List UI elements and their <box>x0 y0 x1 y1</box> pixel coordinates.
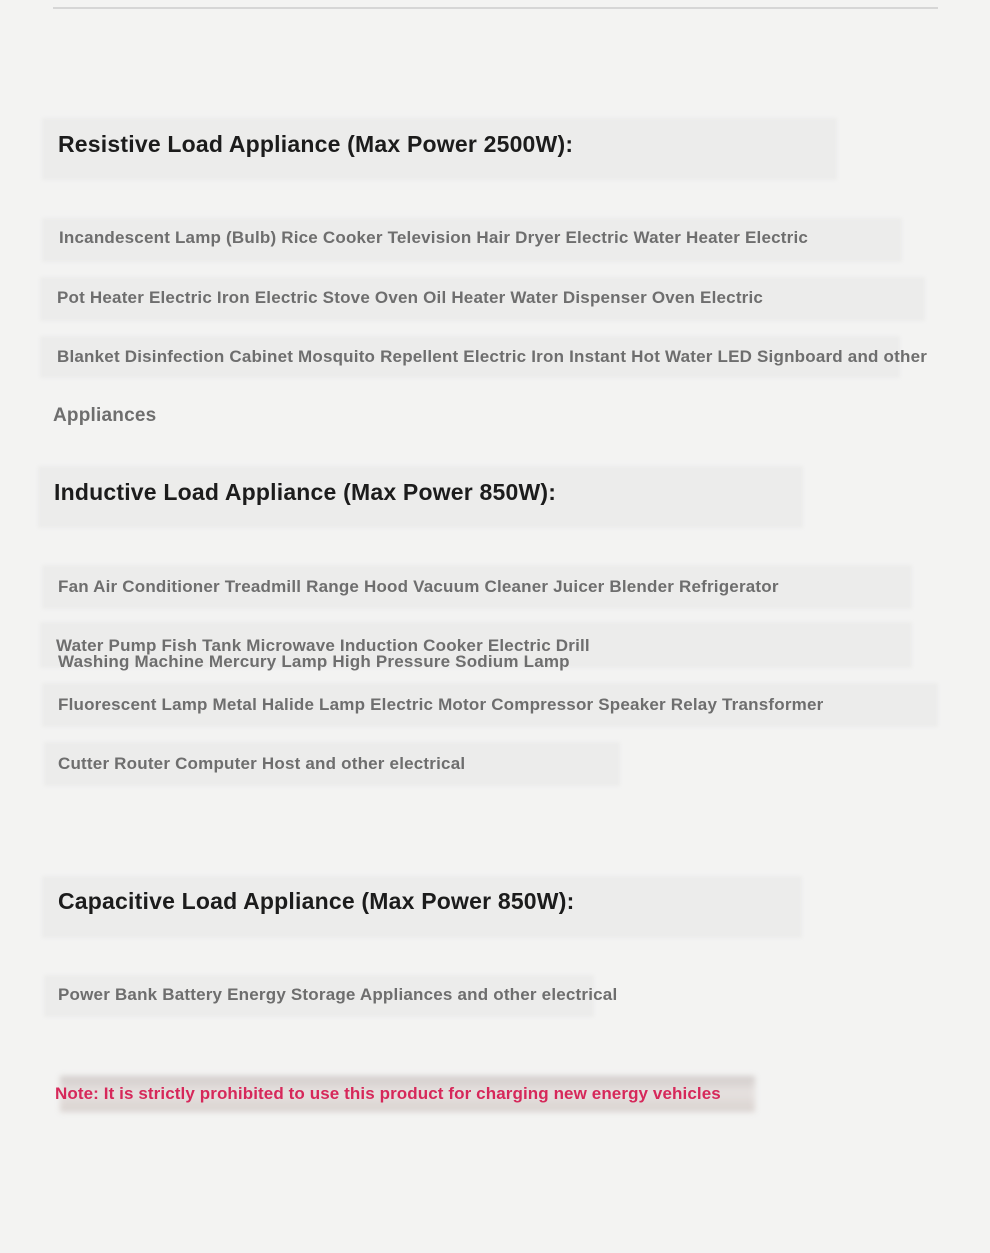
inductive-line: Washing Machine Mercury Lamp High Pressure Sodium Lamp <box>58 652 570 671</box>
top-divider <box>53 7 938 9</box>
resistive-line: Pot Heater Electric Iron Electric Stove Oven Oil Heater Water Dispenser Oven Electric <box>57 288 764 307</box>
resistive-heading: Resistive Load Appliance (Max Power 2500W): <box>58 131 574 157</box>
inductive-line: Fan Air Conditioner Treadmill Range Hood Vacuum Cleaner Juicer Blender Refrigerator <box>58 577 779 596</box>
capacitive-heading: Capacitive Load Appliance (Max Power 850W): <box>58 888 575 914</box>
capacitive-line: Power Bank Battery Energy Storage Appliances and other electrical <box>58 985 618 1004</box>
inductive-line: Cutter Router Computer Host and other electrical <box>58 754 466 773</box>
warning-note: Note: It is strictly prohibited to use this product for charging new energy vehicles <box>55 1084 721 1103</box>
resistive-line: Blanket Disinfection Cabinet Mosquito Repellent Electric Iron Instant Hot Water LED Signboard and other <box>57 347 928 366</box>
resistive-line: Appliances <box>53 405 157 426</box>
inductive-line: Fluorescent Lamp Metal Halide Lamp Electric Motor Compressor Speaker Relay Transformer <box>58 695 824 714</box>
inductive-line: Water Pump Fish Tank Microwave Induction Cooker Electric Drill <box>56 636 590 655</box>
inductive-heading: Inductive Load Appliance (Max Power 850W): <box>54 479 557 505</box>
resistive-line: Incandescent Lamp (Bulb) Rice Cooker Television Hair Dryer Electric Water Heater Electric <box>59 228 809 247</box>
